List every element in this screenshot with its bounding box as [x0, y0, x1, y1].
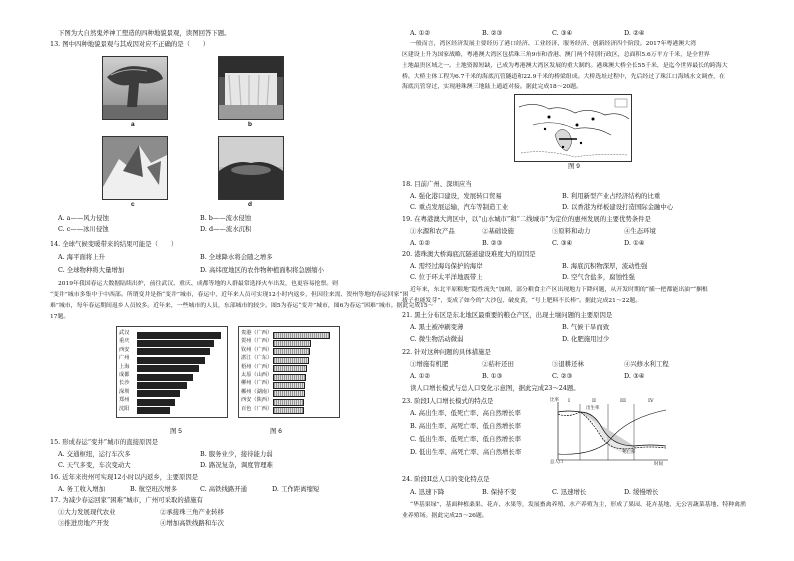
fig5-bar-4 — [137, 365, 199, 372]
fig5-label-2: 西安 — [119, 346, 130, 353]
q19-item-3: ③原料和动力 — [552, 227, 591, 235]
passage5-line-1: “华基果绿”，基面种植桑果、花卉、水果等，发展畜禽养殖、水产养殖为主，形成了果园、花卉基地、无公害蔬菜基地、特种禽渔 — [410, 502, 746, 508]
q14-option-d[interactable]: D. 高纬度地区的农作物种植面积将急剧缩小 — [200, 266, 324, 274]
q17-option-d[interactable]: D. ②④ — [624, 29, 645, 37]
q13-option-c[interactable]: C. c——冰川侵蚀 — [58, 225, 109, 233]
q15-option-d[interactable]: D. 路况复杂，调度管理难 — [200, 461, 273, 469]
fig5-bar-8 — [137, 399, 175, 406]
photo-d-label: d — [248, 201, 252, 208]
q22-option-d[interactable]: D. ③④ — [624, 372, 645, 380]
q17-item-2: ②承接珠三角产业转移 — [160, 508, 224, 516]
q19-option-d[interactable]: D. ①④ — [624, 239, 645, 247]
fig6-label-3: 湛江（广东） — [241, 355, 273, 362]
death-rate-label: 死亡率 — [622, 450, 636, 455]
q16-option-a[interactable]: A. 务工收入增加 — [58, 485, 106, 493]
fig5-label-0: 武汉 — [119, 330, 130, 336]
q20-stem: 20. 港珠澳大桥海底沉隧道建设难度大的原因是 — [402, 250, 536, 258]
fig6-bar-4 — [273, 365, 307, 372]
q18-option-a[interactable]: A. 强化港口建设，发展转口贸易 — [410, 192, 502, 200]
passage3-line-1: 近年来，东北平原粮地“隐性流失”加剧，部分粮食主产区出现地力下降问题，从开发时期的“插一把都能出油”“捆根 — [410, 287, 708, 293]
fig5-bar-2 — [137, 348, 210, 355]
fig5-bar-0 — [137, 332, 221, 339]
q15-option-b[interactable]: B. 服务业少，接待能力弱 — [200, 450, 273, 458]
q22-item-2: ②秸秆还田 — [482, 360, 514, 368]
photo-a-label: a — [131, 121, 135, 128]
q16-stem: 16. 近年来贵州可实现12小时以内返乡，主要原因是 — [50, 473, 199, 481]
q19-option-c[interactable]: C. ③④ — [552, 239, 573, 247]
q17-option-b[interactable]: B. ②③ — [482, 29, 503, 37]
fig6-bar-5 — [273, 374, 306, 381]
q22-item-3: ③退耕还林 — [552, 360, 584, 368]
passage-line-1: 2019年我国春运大数据陆续出炉，前往武汉、重庆、成都等地的人群最常选择火车出发，也更容易抢票。则 — [58, 281, 339, 287]
passage-line-3: 难”城市，每年春运期间返乡人员较多。近年来，一些城市的人员，东部城市的较少。图5为春运“变井”城市，图6为春运“困难”城市。据此完成15～ — [50, 303, 434, 309]
q21-option-c[interactable]: C. 微生物活动微弱 — [410, 335, 464, 343]
q18-stem: 18. 目前广州、深圳应当 — [402, 180, 472, 188]
figure-9-caption: 图 9 — [568, 163, 580, 170]
passage4-text: 读人口增长模式与总人口变化示意图，据此完成23～24题。 — [410, 384, 580, 392]
passage5-line-2: 业养殖场。据此完成25～26题。 — [402, 513, 488, 519]
stage-label-3: III — [620, 398, 626, 404]
total-population-label: 总人口 — [550, 460, 564, 465]
q18-option-c[interactable]: C. 重点发展运输，汽车等制造工业 — [410, 203, 509, 211]
q14-stem: 14. 全球气候变暖带来的结果可能是（ ） — [50, 240, 178, 248]
q20-option-d[interactable]: D. 空气含盐多，腐蚀性强 — [562, 273, 635, 281]
q21-option-b[interactable]: B. 气候干旱而致 — [562, 323, 610, 331]
q24-option-d[interactable]: D. 缓慢增长 — [624, 488, 659, 496]
fig6-label-6: 柳州（广西） — [241, 380, 273, 387]
q19-item-1: ①水源和农产品 — [410, 227, 455, 235]
q17-option-c[interactable]: C. ③④ — [552, 29, 573, 37]
photo-d-crater — [218, 136, 284, 200]
q19-option-a[interactable]: A. ①② — [410, 239, 431, 247]
fig6-label-0: 贵港（广西） — [241, 330, 273, 336]
passage2-line-5: 海底沉管穿过，实现港珠澳三地陆上通道对接。据此完成18～20题。 — [402, 84, 582, 90]
stage-label-2: II — [592, 398, 596, 404]
figure-6-caption: 图 6 — [270, 428, 282, 435]
q17-stem: 17. 为减少春运回家“困难”城市，广州可采取的措施有 — [50, 496, 203, 504]
stage-label-4: IV — [648, 398, 654, 404]
passage-line-2: “变井”城市多集中于中西部。所谓变井是指“变井”城市，春运中，近年来人员可实现12小时内返乡，但因往来需、贺州等地的春运回家“困 — [50, 292, 409, 298]
fig6-bar-3 — [273, 357, 309, 364]
fig6-bar-8 — [273, 399, 304, 406]
q14-option-a[interactable]: A. 海平面将上升 — [58, 253, 106, 261]
figure-5-caption: 图 5 — [170, 428, 182, 435]
fig5-bar-7 — [137, 390, 180, 397]
fig6-label-8: 西安（陕西） — [241, 397, 273, 404]
fig6-bar-6 — [273, 382, 305, 389]
fig6-label-7: 郴州（湖南） — [241, 388, 273, 395]
q23-option-c[interactable]: C. 低出生率、低死亡率、低自然增长率 — [410, 435, 521, 443]
fig6-label-1: 贺州（广西） — [241, 338, 273, 345]
q15-option-a[interactable]: A. 交通枢纽，运行车次多 — [58, 450, 131, 458]
fig6-label-2: 钦州（广西） — [241, 346, 273, 353]
photo-b-label: b — [248, 121, 252, 128]
stage-label-1: I — [568, 398, 570, 404]
q17-item-1: ①大力发展现代农业 — [58, 508, 116, 516]
fig5-bar-5 — [137, 374, 193, 381]
fig5-label-6: 长沙 — [119, 380, 130, 387]
passage-line-4: 17题。 — [50, 314, 70, 320]
q15-stem: 15. 形成春运“变井”城市的直接原因是 — [50, 438, 159, 446]
passage2-line-1: 一般而言，湾区经济发展主要经历了港口经济、工业经济、服务经济、创新经济四个阶段。2017年粤港澳大湾 — [410, 41, 696, 47]
q22-item-4: ④兴修水利工程 — [624, 360, 669, 368]
q16-option-b[interactable]: B. 航空班次增多 — [130, 485, 178, 493]
q21-stem: 21. 黑土分布区是东北地区最重要的粮仓产区，出现土壤问题的主要原因是 — [402, 311, 613, 319]
q18-option-b[interactable]: B. 利用新型产业占经济结构的比重 — [562, 192, 661, 200]
q23-option-b[interactable]: B. 高出生率、高死亡率、低自然增长率 — [410, 422, 522, 430]
photo-c-glacier-peak — [102, 136, 168, 200]
fig5-label-9: 沈阳 — [119, 405, 130, 412]
fig5-bar-3 — [137, 357, 205, 364]
q21-option-a[interactable]: A. 黑土被冲刷变薄 — [410, 323, 464, 331]
fig6-label-5: 太原（山西） — [241, 372, 273, 378]
q24-option-a[interactable]: A. 迅速下降 — [410, 488, 445, 496]
y-axis-label: 比率 — [550, 398, 559, 403]
q20-option-b[interactable]: B. 海底沉积物深厚，流动性强 — [562, 262, 648, 270]
photo-b-waterfall — [218, 56, 284, 120]
figure-9-bay-area-map — [514, 94, 632, 162]
q23-stem: 23. 阶段I人口增长模式的特点是 — [402, 397, 494, 405]
q14-option-c[interactable]: C. 全球物种将大量增加 — [58, 266, 125, 274]
intro-text: 下图为大自然鬼斧神工塑造的四种地貌景观，读图回答下题。 — [58, 29, 231, 37]
passage2-line-2: 区建设上升为国家战略，粤港澳大湾区包括珠三角9市和香港、澳门两个特别行政区，总面积5.6万平方千米，是全世界 — [402, 52, 710, 58]
fig5-label-1: 重庆 — [119, 338, 130, 345]
q21-option-d[interactable]: D. 化肥施用过少 — [562, 335, 610, 343]
q13-option-d[interactable]: D. d——流水沉积 — [200, 225, 252, 233]
photo-c-label: c — [131, 201, 135, 208]
q16-option-d[interactable]: D. 工作距离缩短 — [272, 485, 320, 493]
q24-option-b[interactable]: B. 保持不变 — [482, 488, 517, 496]
passage3-line-2: 拔子也能发芽”，变成了如今的“大沙包、破皮黄，“号上肥料不长棒”。据此完成21～22题。 — [402, 298, 642, 304]
fig6-bar-9 — [273, 407, 304, 414]
q17-item-4: ④增加高铁线路和车次 — [160, 519, 224, 527]
fig5-label-7: 深圳 — [119, 388, 130, 395]
q23-option-a[interactable]: A. 高出生率、低死亡率、高自然增长率 — [410, 409, 521, 417]
passage2-line-3: 土地最贵区域之一。土地资源短缺，已成为粤港澳大湾区发展的重大制约。港珠澳大桥全长55千米，是迄今世界最长的跨海大 — [402, 63, 728, 69]
q13-stem: 13. 图中四种地貌景观与其成因对应不正确的是（ ） — [50, 40, 210, 48]
q24-option-c[interactable]: C. 迅速增长 — [552, 488, 587, 496]
q19-item-4: ④生态环境 — [624, 227, 656, 235]
q23-option-d[interactable]: D. 低出生率、高死亡率、高自然增长率 — [410, 448, 522, 456]
q19-item-2: ②基础设施 — [482, 227, 514, 235]
x-axis-label: 时间 — [654, 462, 663, 467]
q19-option-b[interactable]: B. ②③ — [482, 239, 503, 247]
q20-option-c[interactable]: C. 位于环太平洋地震带上 — [410, 273, 483, 281]
fig6-bar-7 — [273, 390, 305, 397]
q15-option-c[interactable]: C. 天气多变，车次变动大 — [58, 461, 131, 469]
fig5-label-5: 成都 — [119, 372, 130, 378]
q16-option-c[interactable]: C. 高铁线路开通 — [200, 485, 248, 493]
q20-option-a[interactable]: A. 需经过海岛保护的海岸 — [410, 262, 483, 270]
fig6-bar-0 — [273, 332, 330, 339]
q14-option-b[interactable]: B. 全球降水将会随之增多 — [200, 253, 273, 261]
fig5-bar-9 — [137, 407, 170, 414]
figure-5-bar-chart — [116, 326, 228, 418]
fig6-bar-2 — [273, 348, 310, 355]
q22-option-c[interactable]: C. ②③ — [552, 372, 573, 380]
passage2-line-4: 桥。大桥主体工程为6.7千米的海底沉管隧道和22.9千米的桥梁组成。大桥选址过程中，先后经过了珠江口海域水文调查，在 — [402, 74, 725, 80]
birth-rate-label: 出生率 — [586, 406, 600, 411]
population-transition-chart — [550, 398, 670, 470]
q22-item-1: ①增施有机肥 — [410, 360, 449, 368]
right-column — [402, 0, 750, 561]
fig5-label-3: 广州 — [119, 355, 130, 362]
fig5-bar-6 — [137, 382, 187, 389]
fig6-label-4: 梧州（广西） — [241, 363, 273, 370]
q17-option-a[interactable]: A. ①② — [410, 29, 431, 37]
fig6-label-9: 百色（广西） — [241, 405, 273, 412]
q22-option-b[interactable]: B. ①③ — [482, 372, 503, 380]
fig6-bar-1 — [273, 340, 311, 347]
q22-option-a[interactable]: A. ①② — [410, 372, 431, 380]
fig5-bar-1 — [137, 340, 214, 347]
photo-a-mushroom-rock — [102, 56, 168, 120]
q17-item-3: ③推进房地产开发 — [58, 519, 110, 527]
q18-option-d[interactable]: D. 以香港为样板建设打造国际金融中心 — [562, 203, 674, 211]
q24-stem: 24. 阶段II总人口的变化特点是 — [402, 475, 490, 483]
fig5-label-4: 上海 — [119, 363, 130, 370]
q22-stem: 22. 针对这种问题的具体措施是 — [402, 348, 491, 356]
figure-6-bar-chart — [238, 326, 340, 418]
q19-stem: 19. 在粤港澳大湾区中，以“山水城市”和“二线城市”为定位的惠州发展的主要优势条件是 — [402, 215, 651, 223]
fig5-label-8: 郑州 — [119, 397, 130, 404]
q13-option-a[interactable]: A. a——风力侵蚀 — [58, 214, 109, 222]
q13-option-b[interactable]: B. b——流水侵蚀 — [200, 214, 252, 222]
